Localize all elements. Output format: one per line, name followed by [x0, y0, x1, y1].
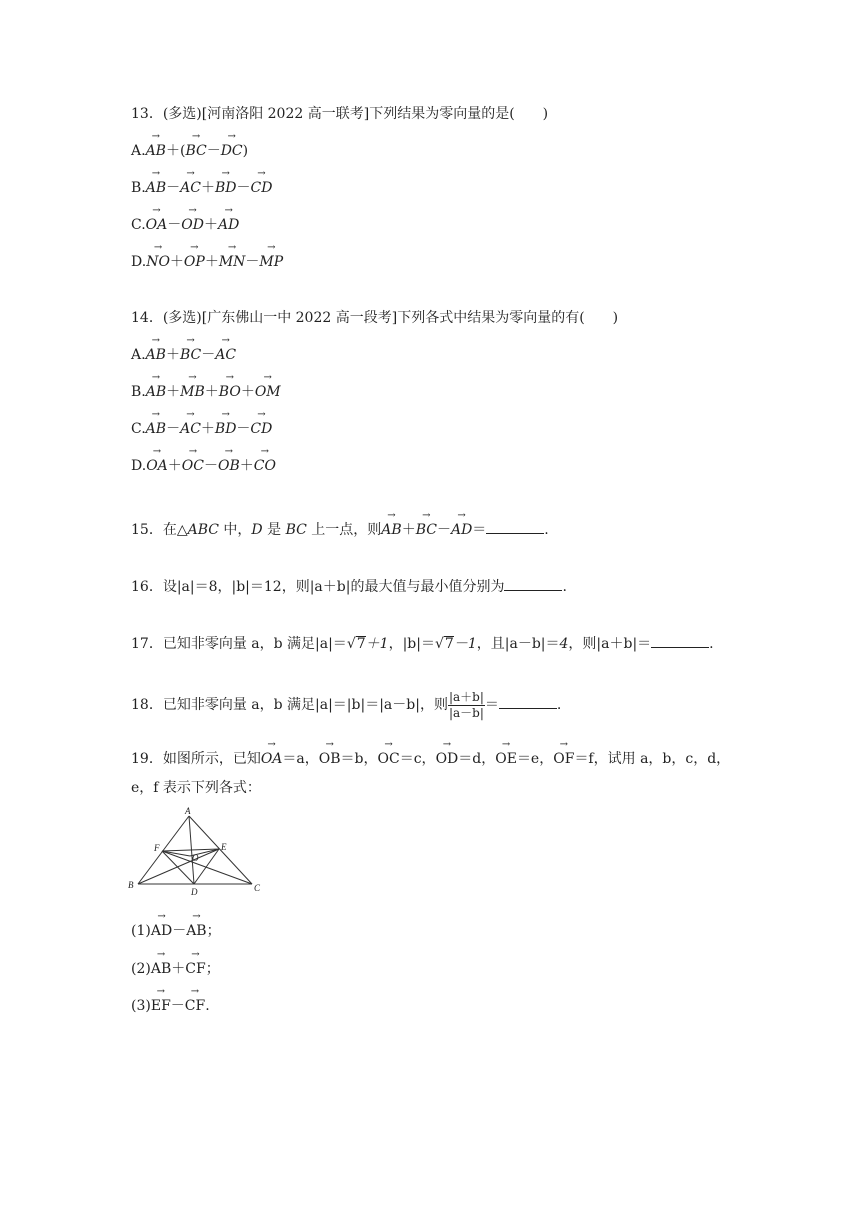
answer-blank[interactable]: [504, 578, 562, 591]
q19-stem-line1: 19．如图所示，已知→ OA＝a，→ OB＝b，→ OC＝c，→ OD＝d，→ OE＝e，→ OF＝f，试用 a，b，c，d，: [131, 749, 730, 769]
label-a: A: [185, 806, 191, 816]
q17: 17．已知非零向量 a，b 满足|a|＝√7＋1，|b|＝√7－1，且|a－b|＝4，则|a＋b|＝ .: [131, 636, 714, 652]
q14-option-d: D.→ OA＋→ OC－→ OB＋→ CO: [131, 456, 276, 476]
q14-option-b: B.→ AB＋→ MB＋→ BO＋→ OM: [131, 382, 281, 402]
q13-option-b: B.→ AB－→ AC＋→ BD－→ CD: [131, 178, 272, 198]
q14-stem: 14．(多选)[广东佛山一中 2022 高一段考]下列各式中结果为零向量的有( ): [131, 310, 619, 326]
answer-blank[interactable]: [486, 521, 544, 534]
q13-option-d: D.→ NO＋→ OP＋→ MN－→ MP: [131, 252, 283, 272]
q19-sub-3: (3)→ EF－→ CF.: [131, 996, 210, 1016]
q13-stem: 13．(多选)[河南洛阳 2022 高一联考]下列结果为零向量的是( ): [131, 106, 549, 122]
q19-sub-2: (2)→ AB＋→ CF；: [131, 959, 220, 979]
label-b: B: [128, 880, 134, 890]
answer-blank[interactable]: [651, 635, 709, 648]
q14-option-c: C.→ AB－→ AC＋→ BD－→ CD: [131, 419, 272, 439]
q16: 16．设|a|＝8，|b|＝12，则|a＋b|的最大值与最小值分别为 .: [131, 579, 567, 595]
q14-option-a: A.→ AB＋→ BC－→ AC: [131, 345, 236, 365]
q18: 18．已知非零向量 a，b 满足|a|＝|b|＝|a－b|，则 $\frac{|a+b|}{|a-b|}$ ＝ .: [131, 689, 562, 720]
q19-stem-line2: e，f 表示下列各式：: [131, 780, 261, 796]
triangle-figure: [126, 804, 266, 896]
q15: 15．在△ABC 中，D 是 BC 上一点，则→ AB＋→ BC－→ AD＝ .: [131, 520, 549, 540]
q19-sub-1: (1)→ AD－→ AB；: [131, 921, 221, 941]
fraction: $\frac{|a+b|}{|a-b|}$: [448, 689, 484, 720]
label-f: F: [154, 843, 160, 853]
label-o: O: [192, 853, 199, 863]
label-d: D: [191, 887, 198, 896]
label-e: E: [221, 842, 227, 852]
answer-blank[interactable]: [499, 696, 557, 709]
q13-option-c: C.→ OA－→ OD＋→ AD: [131, 215, 239, 235]
label-c: C: [254, 883, 261, 893]
q13-option-a: A.→ AB＋(→ BC－→ DC): [131, 141, 248, 161]
